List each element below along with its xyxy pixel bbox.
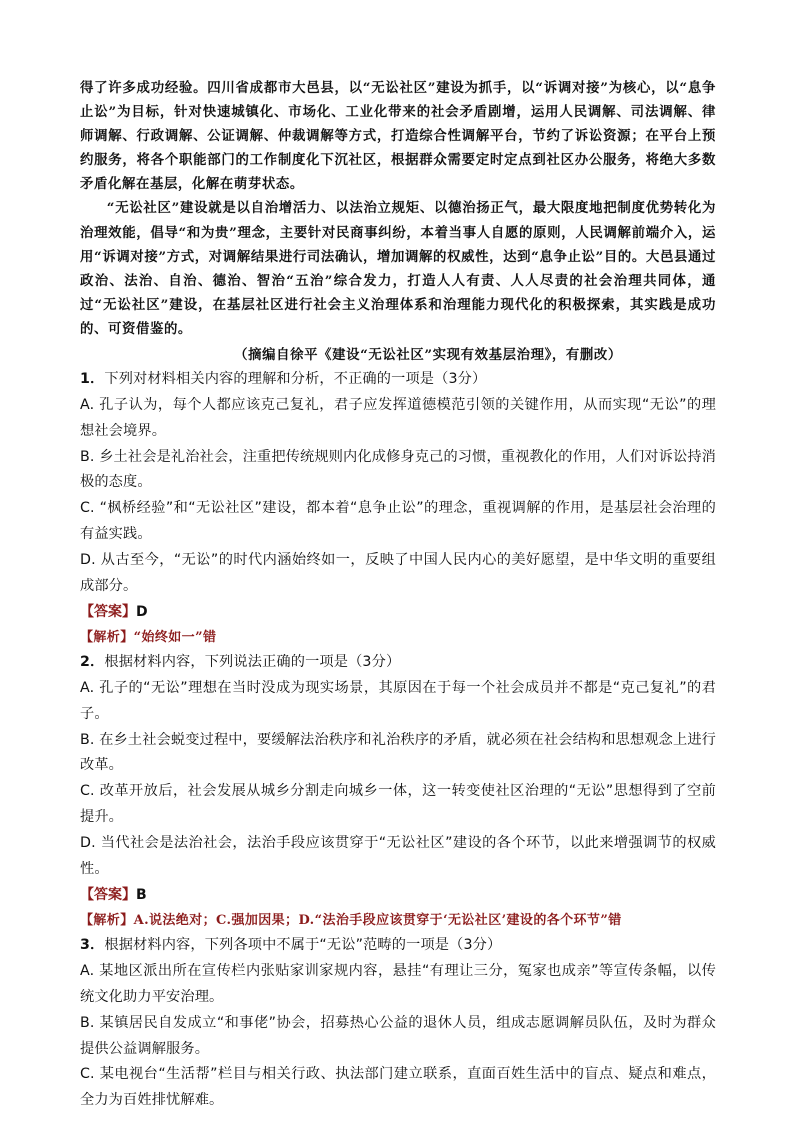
question-3-number: 3． [80,937,105,954]
question-2-option-c: C. 改革开放后，社会发展从城乡分割走向城乡一体，这一转变使社区治理的“无讼”思想得到了空前提升。 [80,783,716,826]
answer-value: B [136,887,147,904]
question-1-option-c: C. “枫桥经验”和“无讼社区”建设，都本着“息争止讼”的理念，重视调解的作用，是基层社会治理的有益实践。 [80,500,716,542]
passage-paragraph-2: “无讼社区”建设就是以自治增活力、以法治立规矩、以德治扬正气，最大限度地把制度优势转化为治理效能，倡导“和为贵”理念，主要针对民商事纠纷，本着当事人自愿的原则，人民调解前端介入，运用“诉调对接”方式，对调解结果进行司法确认，增加调解的权威性，达到“息争止讼”目的。大邑县通过政治、法治、自治、德治、智治“五治”综合发力，打造人人有责、人人尽责的社会治理共同体，通过“无讼社区”建设，在基层社区进行社会主义治理体系和治理能力现代化的积极探索，其实践是成功的、可资借鉴的。 [80,200,716,337]
question-2-option-d: D. 当代社会是法治社会，法治手段应该贯穿于“无讼社区”建设的各个环节，以此来增强调节的权威性。 [80,834,716,877]
passage-source: （摘编自徐平《建设“无讼社区”实现有效基层治理》，有删改） [234,347,622,364]
passage-paragraph-1: 得了许多成功经验。四川省成都市大邑县，以“无讼社区”建设为抓手，以“诉调对接”为核心，以“息争止讼”为目标，针对快速城镇化、市场化、工业化带来的社会矛盾剧增，运用人民调解、司法调解、律师调解、行政调解、公证调解、仲裁调解等方式，打造综合性调解平台，节约了诉讼资源；在平台上预约服务，将各个职能部门的工作制度化下沉社区，根据群众需要定时定点到社区办公服务，将绝大多数矛盾化解在基层，化解在萌芽状态。 [80,80,716,193]
question-2-answer [80,882,716,908]
question-1-option-a: A. 孔子认为，每个人都应该克己复礼，君子应发挥道德模范引领的关键作用，从而实现“无讼”的理想社会境界。 [80,396,716,439]
question-1-stem [80,367,716,393]
question-3-stem [80,933,716,959]
answer-tag: 【答案】 [80,604,136,621]
question-2 [80,650,716,933]
question-1-option-b: B. 乡土社会是礼治社会，注重把传统规则内化成修身克己的习惯，重视教化的作用，人们对诉讼持消极的态度。 [80,448,716,491]
question-2-stem-text: 根据材料内容，下列说法正确的一项是（3分） [104,654,401,671]
question-3-stem-text: 根据材料内容，下列各项中不属于“无讼”范畴的一项是（3分） [104,937,502,954]
question-1-number: 1． [80,371,105,388]
question-3-option-c: C. 某电视台“生活帮”栏目与相关行政、执法部门建立联系，直面百姓生活中的盲点、疑点和难点，全力为百姓排忧解难。 [80,1066,716,1109]
question-1-answer [80,599,716,625]
question-1-analysis: 【解析】“始终如一”错 [80,630,217,646]
question-3 [80,933,716,1114]
answer-tag: 【答案】 [80,887,136,904]
question-3-option-a: A. 某地区派出所在宣传栏内张贴家训家规内容，悬挂“有理让三分，冤家也成亲”等宣传条幅，以传统文化助力平安治理。 [80,963,716,1006]
question-1-stem-text: 下列对材料相关内容的理解和分析，不正确的一项是（3分） [104,371,487,388]
answer-value: D [136,604,148,621]
question-1-option-d: D. 从古至今，“无讼”的时代内涵始终如一，反映了中国人民内心的美好愿望，是中华文明的重要组成部分。 [80,551,716,594]
question-1 [80,367,716,650]
question-2-option-a: A. 孔子的“无讼”理想在当时没成为现实场景，其原因在于每一个社会成员并不都是“克己复礼”的君子。 [80,680,716,722]
question-2-number: 2． [80,654,105,671]
question-2-stem [80,650,716,676]
reading-passage [80,76,716,367]
question-3-option-b: B. 某镇居民自发成立“和事佬”协会，招募热心公益的退休人员，组成志愿调解员队伍，及时为群众提供公益调解服务。 [80,1014,716,1057]
question-2-option-b: B. 在乡土社会蜕变过程中，要缓解法治秩序和礼治秩序的矛盾，就必须在社会结构和思想观念上进行改革。 [80,731,716,774]
question-2-analysis: 【解析】A.说法绝对；C.强加因果；D.“法治手段应该贯穿于‘无讼社区’建设的各个环节”错 [80,913,622,929]
